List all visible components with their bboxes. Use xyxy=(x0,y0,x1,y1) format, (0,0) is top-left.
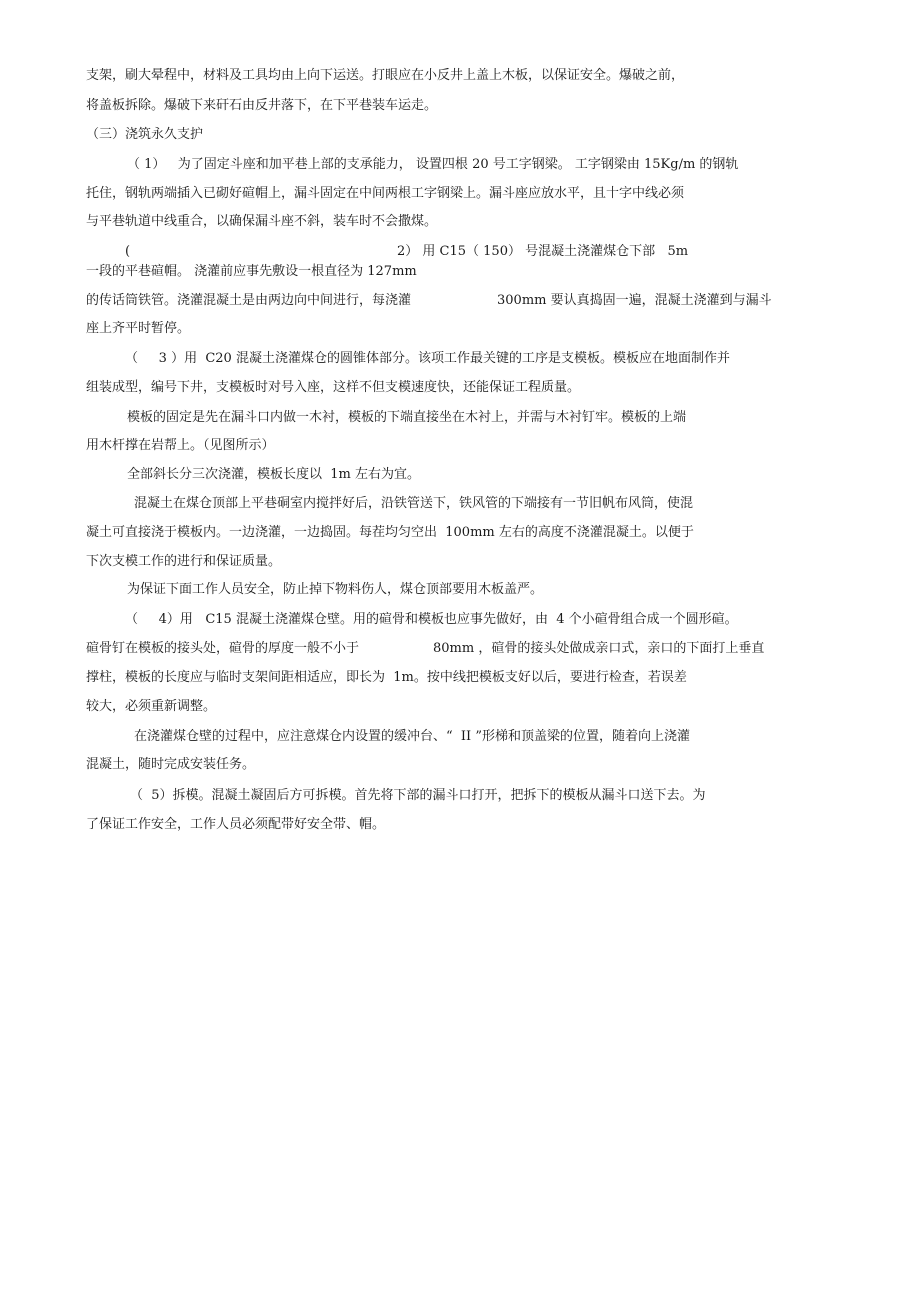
text-line: 与平巷轨道中线重合，以确保漏斗座不斜，装车时不会撒煤。 xyxy=(86,214,438,229)
text-line: 在浇灌煤仓壁的过程中，应注意煤仓内设置的缓冲台、“ II ”形梯和顶盖梁的位置，随着向上浇灌 xyxy=(134,729,690,744)
text-line: （ 3 ）用 C20 混凝土浇灌煤仓的圆锥体部分。该项工作最关键的工序是支模板。模板应在地面制作并 xyxy=(125,351,730,366)
text-line: 混凝土在煤仓顶部上平巷硐室内搅拌好后，沿铁管送下，铁风管的下端接有一节旧帆布风筒，使混 xyxy=(134,496,694,511)
text-line: 座上齐平时暂停。 xyxy=(86,321,191,336)
text-line: 为保证下面工作人员安全，防止掉下物料伤人，煤仓顶部要用木板盖严。 xyxy=(127,582,544,597)
text-line: 碹骨钉在模板的接头处，碹骨的厚度一般不小于 xyxy=(86,641,360,656)
text-line: 混凝土，随时完成安装任务。 xyxy=(86,757,256,772)
text-line: 组装成型，编号下井，支模板时对号入座，这样不但支模速度快，还能保证工程质量。 xyxy=(86,380,581,395)
text-line: 用木杆撑在岩帮上。（见图所示） xyxy=(86,438,275,453)
text-line: （ 5）拆模。混凝土凝固后方可拆模。首先将下部的漏斗口打开，把拆下的模板从漏斗口送下去。为 xyxy=(130,788,706,803)
text-line: 支架，刷大晕程中，材料及工具均由上向下运送。打眼应在小反井上盖上木板，以保证安全。爆破之前， xyxy=(86,68,685,83)
text-line: 较大，必须重新调整。 xyxy=(86,699,217,714)
text-line: 下次支模工作的进行和保证质量。 xyxy=(86,554,282,569)
text-line: 全部斜长分三次浇灌，模板长度以 1m 左右为宜。 xyxy=(127,467,420,482)
text-line: 80mm ，碹骨的接头处做成亲口式，亲口的下面打上垂直 xyxy=(433,641,765,656)
text-line: 凝土可直接浇于模板内。一边浇灌，一边捣固。每茬均匀空出 100mm 左右的高度不浇灌混凝土。以便于 xyxy=(86,525,694,540)
text-line: 2） 用 C15（ 150） 号混凝土浇灌煤仓下部 5m xyxy=(397,244,689,259)
text-line: 300mm 要认真捣固一遍，混凝土浇灌到与漏斗 xyxy=(497,293,772,308)
section-heading: （三）浇筑永久支护 xyxy=(86,127,204,142)
text-line: 了保证工作安全，工作人员必须配带好安全带、帽。 xyxy=(86,817,386,832)
text-line: 一段的平巷碹帽。 浇灌前应事先敷设一根直径为 127mm xyxy=(86,264,417,279)
text-line: 的传话筒铁管。浇灌混凝土是由两边向中间进行，每浇灌 xyxy=(86,293,412,308)
text-line: ( xyxy=(125,244,131,259)
text-line: 模板的固定是先在漏斗口内做一木衬，模板的下端直接坐在木衬上，并需与木衬钉牢。模板的上端 xyxy=(127,410,687,425)
text-line: 将盖板拆除。爆破下来矸石由反井落下，在下平巷装车运走。 xyxy=(86,98,438,113)
text-line: （ 4）用 C15 混凝土浇灌煤仓壁。用的碹骨和模板也应事先做好，由 4 个小碹骨组合成一个圆形碹。 xyxy=(125,612,738,627)
text-line: （ 1） 为了固定斗座和加平巷上部的支承能力， 设置四根 20 号工字钢梁。 工字钢梁由 15Kg/m 的钢轨 xyxy=(127,157,739,172)
text-line: 托住，钢轨两端插入已砌好碹帽上，漏斗固定在中间两根工字钢梁上。漏斗座应放水平，且十字中线必须 xyxy=(86,186,685,201)
text-line: 撑柱，模板的长度应与临时支架间距相适应，即长为 1m。按中线把模板支好以后，要进行检查，若误差 xyxy=(86,670,687,685)
